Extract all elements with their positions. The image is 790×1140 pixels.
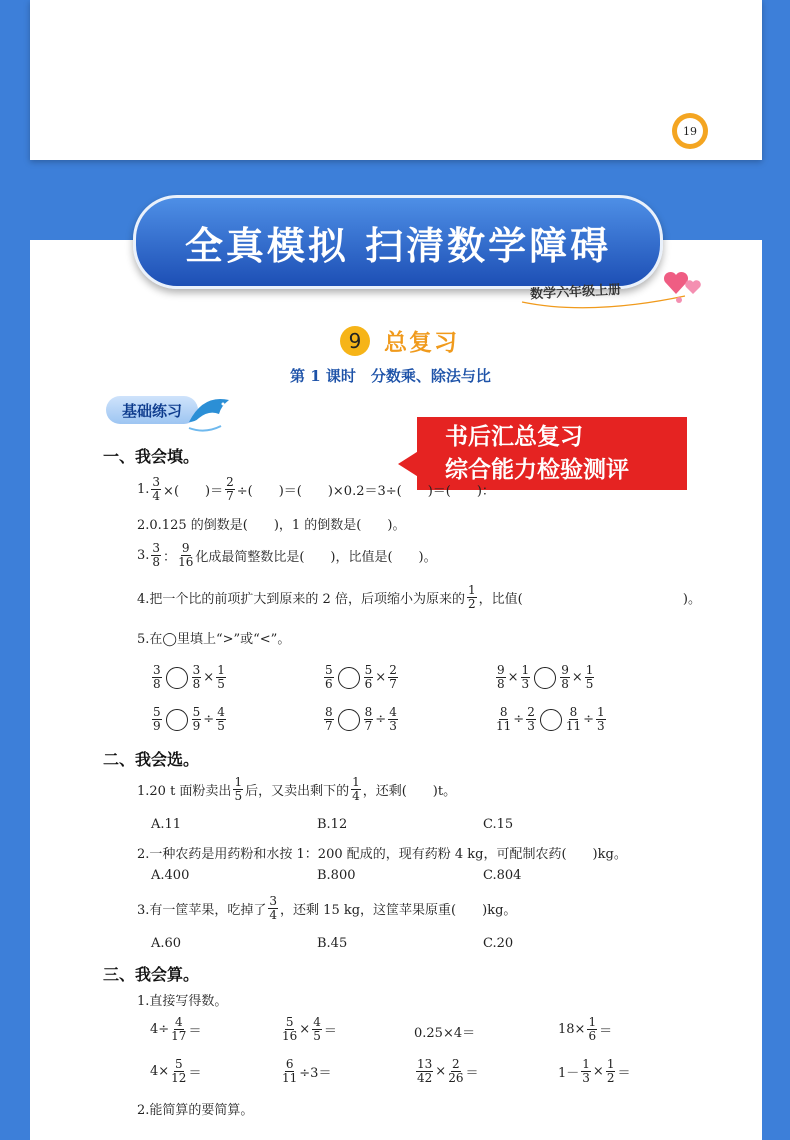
den: 26 <box>448 1071 464 1085</box>
den: 3 <box>582 1071 590 1085</box>
den: 12 <box>171 1071 187 1085</box>
calc-text: 4× <box>150 1064 170 1079</box>
practice-tag: 基础练习 <box>106 396 198 424</box>
den: 5 <box>313 1029 321 1043</box>
answer-circle[interactable] <box>166 709 188 731</box>
option-a[interactable]: A.11 <box>151 817 182 832</box>
fraction: $\frac{2}{7}$ <box>226 475 234 503</box>
calc-text: ＝ <box>599 1024 613 1039</box>
den: 11 <box>282 1071 298 1085</box>
option-c[interactable]: C.804 <box>483 868 522 883</box>
calc-text: × <box>435 1064 447 1079</box>
choose-question-2: 2.一种农药是用药粉和水按 1：200 配成的，现有药粉 4 kg，可配制农药( )kg。 <box>137 847 627 862</box>
answer-circle[interactable] <box>534 667 556 689</box>
calc-text: ＝ <box>465 1066 479 1081</box>
calc-text: ＝ <box>188 1066 202 1081</box>
den: 17 <box>171 1029 187 1043</box>
calc-text: × <box>299 1022 311 1037</box>
compare-item: $\frac{3}{8}$ $\frac{3}{8}$ × $\frac{1}{5}$ <box>153 663 225 691</box>
num: 4 <box>313 1015 321 1029</box>
option-b[interactable]: B.12 <box>317 817 348 832</box>
q3-text: 化成最简整数比是( )，比值是( )。 <box>195 550 437 565</box>
fill-question-3 <box>137 542 437 569</box>
option-a[interactable]: A.60 <box>151 936 182 951</box>
answer-circle[interactable] <box>166 667 188 689</box>
banner-text: 全真模拟 扫清数学障碍 <box>184 223 612 268</box>
hearts-icon <box>662 266 702 306</box>
compare-item: $\frac{8}{7}$ $\frac{8}{7}$ ÷ $\frac{4}{3}$ <box>325 705 397 733</box>
choose-question-1: 1.20 t 面粉卖出 $\frac{1}{5}$ 后，又卖出剩下的 $\frac{1}{4}$ ，还剩( )t。 <box>137 775 457 803</box>
c3-text-a: 3.有一筐苹果，吃掉了 <box>137 903 267 918</box>
num: 4 <box>174 1015 183 1029</box>
den: 16 <box>282 1029 298 1043</box>
promo-line-1: 书后汇总复习 <box>445 424 583 450</box>
option-c[interactable]: C.20 <box>483 936 514 951</box>
num: 5 <box>285 1015 294 1029</box>
num: 5 <box>174 1057 183 1071</box>
calc-text: ＝ <box>617 1066 631 1081</box>
option-b[interactable]: B.45 <box>317 936 348 951</box>
num: 1 <box>588 1015 597 1029</box>
page-number-badge <box>672 113 708 149</box>
calc-item <box>280 1058 331 1085</box>
calc-item <box>280 1016 337 1043</box>
fraction: $\frac{3}{8}$ <box>152 541 161 569</box>
page-number: 19 <box>677 118 703 144</box>
c3-text-b: ，还剩 15 kg，这筐苹果原重( )kg。 <box>280 903 517 918</box>
section-choose-heading: 二、我会选。 <box>103 750 200 769</box>
num: 1 <box>606 1057 615 1071</box>
compare-item: $\frac{5}{6}$ $\frac{5}{6}$ × $\frac{2}{7}$ <box>325 663 397 691</box>
calc-text: ＝ <box>323 1024 337 1039</box>
answer-circle[interactable] <box>338 709 360 731</box>
calc-text: 18× <box>558 1022 586 1037</box>
compare-item: $\frac{9}{8}$ × $\frac{1}{3}$ $\frac{9}{8}$ × $\frac{1}{5}$ <box>497 663 594 691</box>
fill-question-1 <box>137 476 495 503</box>
num: 2 <box>452 1057 460 1071</box>
promo-line-2: 综合能力检验测评 <box>445 457 629 483</box>
dolphin-icon <box>185 388 235 436</box>
c1-text-b: 后，又卖出剩下的 <box>245 784 350 799</box>
calc-text: ＝ <box>188 1024 202 1039</box>
choose-question-3: 3.有一筐苹果，吃掉了 $\frac{3}{4}$ ，还剩 15 kg，这筐苹果原重( )kg。 <box>137 894 517 922</box>
option-c[interactable]: C.15 <box>483 817 514 832</box>
calc-text: × <box>592 1064 604 1079</box>
fill-question-4 <box>137 584 701 611</box>
calc-text: ÷3＝ <box>299 1066 332 1081</box>
num: 1 <box>582 1057 590 1071</box>
q4-end: )。 <box>682 592 701 607</box>
calc-item <box>150 1016 201 1043</box>
fill-question-2: 2.0.125 的倒数是( )，1 的倒数是( )。 <box>137 518 406 533</box>
unit-title: 总复习 <box>384 330 459 356</box>
calc-item <box>150 1058 201 1085</box>
q1-text-b: ÷( )＝( )×0.2＝3÷( )＝( )： <box>236 484 495 499</box>
compare-item: $\frac{8}{11}$ ÷ $\frac{2}{3}$ $\frac{8}{11}$ ÷ $\frac{1}{3}$ <box>496 705 605 733</box>
compare-item: $\frac{5}{9}$ $\frac{5}{9}$ ÷ $\frac{4}{5}$ <box>153 705 225 733</box>
section-fill-heading: 一、我会填。 <box>103 447 200 466</box>
answer-circle[interactable] <box>540 709 562 731</box>
calc-text: 1－ <box>558 1066 580 1081</box>
calc-item: 0.25×4＝ <box>414 1026 476 1041</box>
fraction: $\frac{9}{16}$ <box>178 541 194 569</box>
q4-text-a: 4.把一个比的前项扩大到原来的 2 倍，后项缩小为原来的 <box>137 592 465 607</box>
option-a[interactable]: A.400 <box>151 868 190 883</box>
calc-question-1: 1.直接写得数。 <box>137 994 228 1009</box>
q3-number: 3. <box>137 548 150 563</box>
option-b[interactable]: B.800 <box>317 868 356 883</box>
q3-colon: ： <box>163 550 177 565</box>
fraction: $\frac{3}{4}$ <box>152 475 161 503</box>
calc-text: 4÷ <box>150 1022 170 1037</box>
num: 13 <box>417 1057 433 1071</box>
q4-text-b: ，比值( <box>478 592 523 607</box>
fraction: $\frac{1}{2}$ <box>467 583 476 611</box>
unit-number: 9 <box>340 326 370 356</box>
q1-text-a: ×( )＝ <box>163 484 224 499</box>
calc-item <box>558 1016 612 1043</box>
fill-question-5: 5.在◯里填上“>”或“<”。 <box>137 632 291 647</box>
title-banner <box>133 195 663 289</box>
unit-heading <box>340 324 459 357</box>
num: 6 <box>285 1057 294 1071</box>
section-calc-heading: 三、我会算。 <box>103 965 200 984</box>
calc-item <box>558 1058 630 1085</box>
book-subtitle: 数学六年级上册 <box>529 282 622 303</box>
den: 6 <box>588 1029 597 1043</box>
den: 2 <box>606 1071 615 1085</box>
c1-text-a: 1.20 t 面粉卖出 <box>137 784 232 799</box>
calc-item <box>414 1058 478 1085</box>
den: 42 <box>417 1071 433 1085</box>
answer-circle[interactable] <box>338 667 360 689</box>
calc-question-2: 2.能简算的要简算。 <box>137 1103 254 1118</box>
c1-text-c: ，还剩( )t。 <box>362 784 457 799</box>
q1-number: 1. <box>137 482 150 497</box>
previous-page <box>30 0 762 160</box>
lesson-title: 第 1 课时 分数乘、除法与比 <box>290 367 491 385</box>
